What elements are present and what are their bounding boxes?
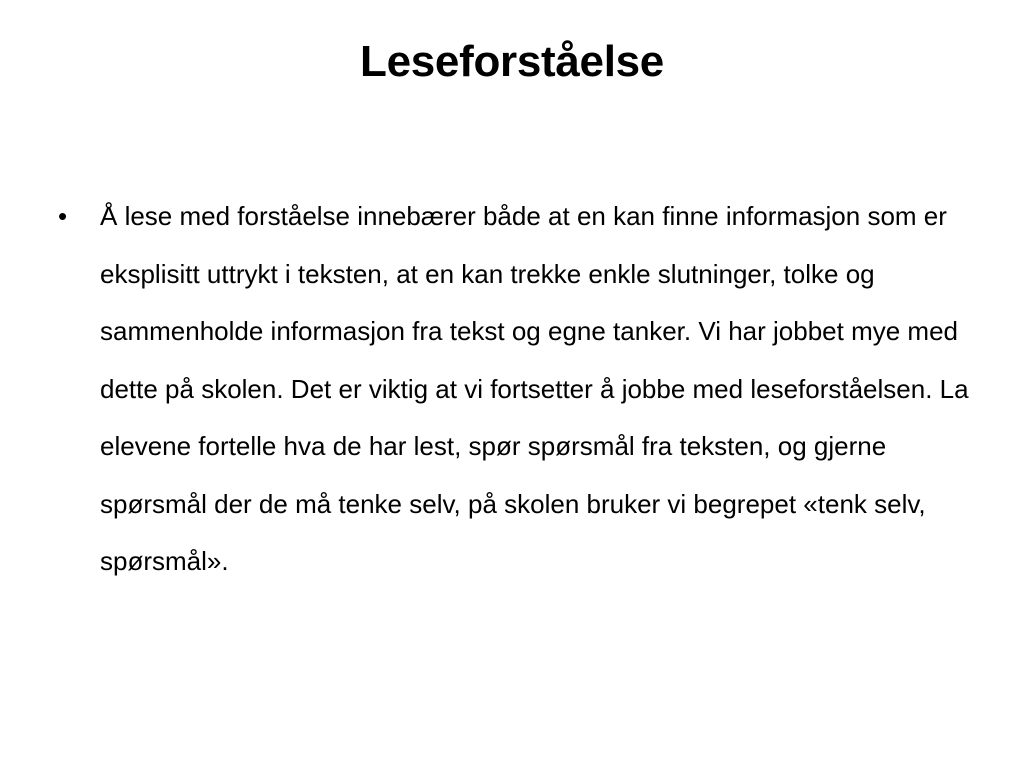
bullet-dot-icon: • (58, 201, 68, 231)
bullet-text: Å lese med forståelse innebærer både at en kan finne informasjon som er eksplisitt uttrykt i teksten, at en kan trekke enkle slutninger, tolke og sammenholde informasjon fra tekst og egne tanker. Vi har jobbet mye med dette på skolen. Det er viktig at vi fortsetter å jobbe med leseforståelsen. La elevene fortelle hva de har lest, spør spørsmål fra teksten, og gjerne spørsmål der de må tenke selv, på skolen bruker vi begrepet «tenk selv, spørsmål». (100, 201, 969, 576)
bullet-item (58, 188, 978, 591)
slide-title: Leseforståelse (360, 37, 664, 86)
bullet-list (58, 188, 978, 591)
